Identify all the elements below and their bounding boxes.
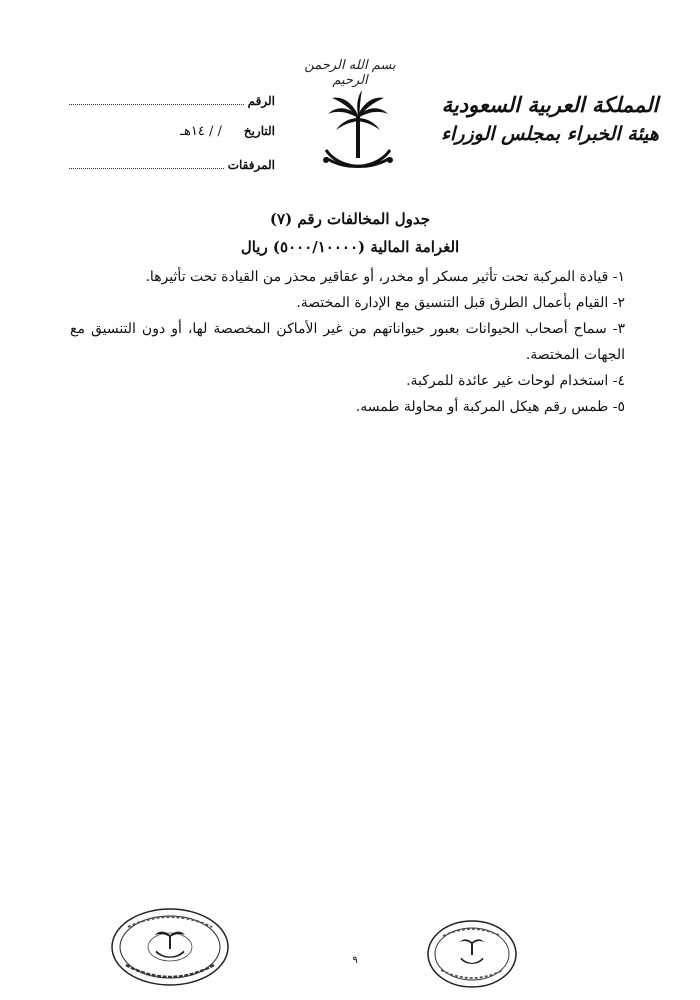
- basmala: بسم الله الرحمن الرحيم: [304, 58, 396, 88]
- date-label: التاريخ: [243, 124, 275, 138]
- violation-item: ٣- سماح أصحاب الحيوانات بعبور حيواناتهم من غير الأماكن المخصصة لها، أو دون التنسيق مع الجهات المختصة.: [70, 321, 625, 363]
- number-label: الرقم: [247, 94, 275, 108]
- violation-item: ٤- استخدام لوحات غير عائدة للمركبة.: [406, 373, 625, 389]
- attachments-field-line: [69, 156, 224, 169]
- official-seal-right-icon: [425, 918, 520, 990]
- meta-attachments-row: [65, 156, 275, 188]
- violation-item: ١- قيادة المركبة تحت تأثير مسكر أو مخدر، أو عقاقير محذر من القيادة تحت تأثيرها.: [145, 269, 625, 285]
- violation-item: ٢- القيام بأعمال الطرق قبل التنسيق مع الإدارة المختصة.: [296, 295, 625, 311]
- page-number: ٩: [352, 955, 358, 966]
- saudi-emblem-icon: [318, 88, 398, 188]
- date-value: / / ١٤هـ: [180, 124, 222, 139]
- organization-header: [440, 90, 660, 148]
- number-field-line: [69, 92, 244, 105]
- official-seal-left-icon: [108, 905, 233, 990]
- meta-number-row: [65, 92, 275, 124]
- org-name: المملكة العربية السعودية: [441, 92, 659, 117]
- document-title: جدول المخالفات رقم (٧): [269, 210, 431, 228]
- violation-item: ٥- طمس رقم هيكل المركبة أو محاولة طمسه.: [355, 399, 625, 415]
- fine-amount: الغرامة المالية (٥٠٠٠/١٠٠٠٠) ريال: [240, 238, 460, 256]
- attachments-label: المرفقات: [227, 158, 275, 172]
- violations-list: [70, 264, 625, 420]
- meta-date-row: [65, 124, 275, 156]
- org-department: هيئة الخبراء بمجلس الوزراء: [441, 123, 659, 145]
- document-meta: [65, 92, 275, 188]
